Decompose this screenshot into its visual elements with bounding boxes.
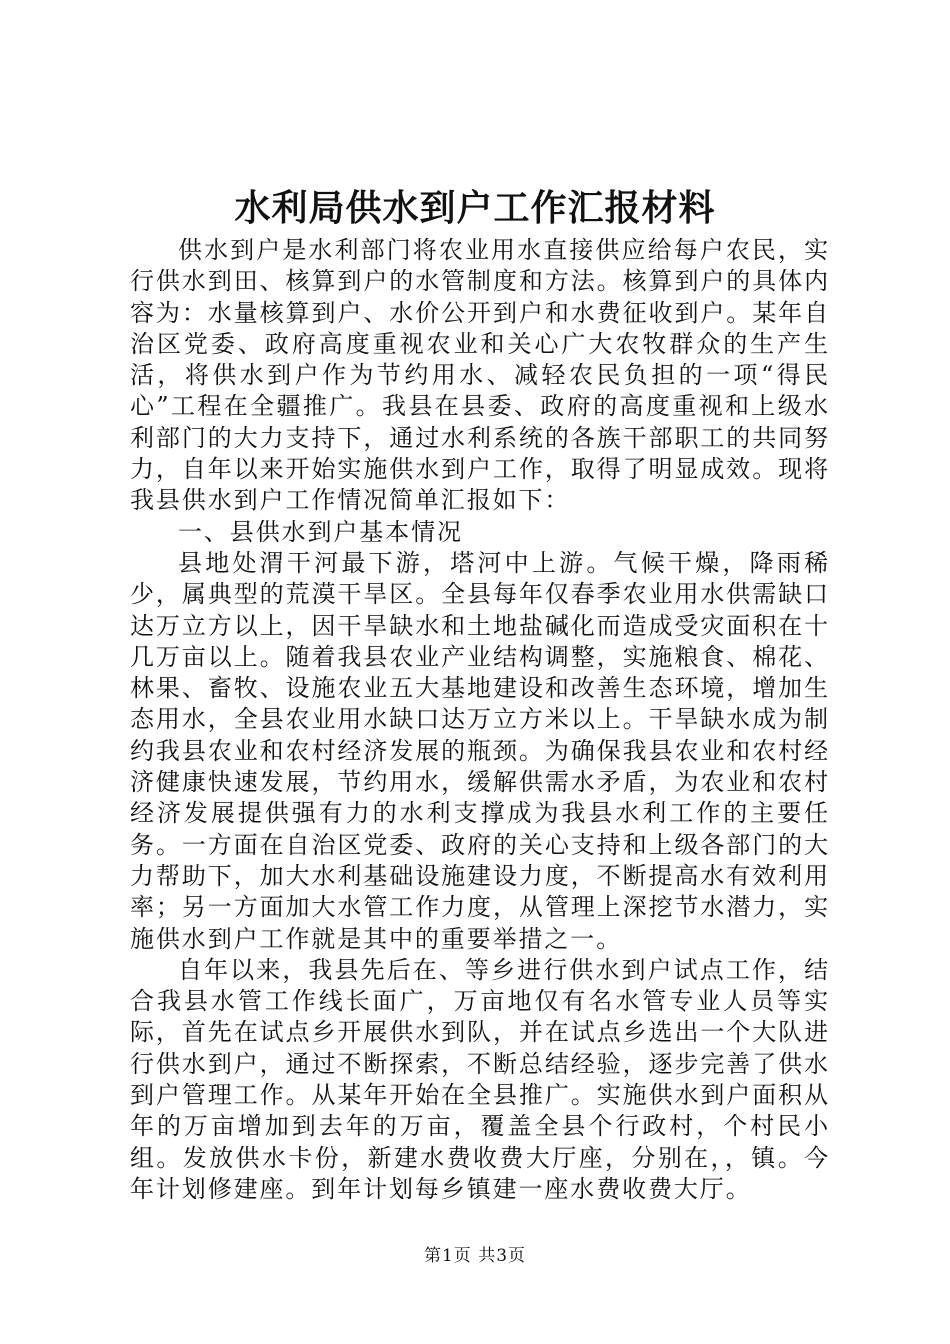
document-title: 水利局供水到户工作汇报材料 xyxy=(234,188,716,229)
section-heading: 一、县供水到户基本情况 xyxy=(178,517,463,546)
page-number: 第1页 共3页 xyxy=(423,1246,527,1266)
paragraph-progress: 自年以来，我县先后在、等乡进行供水到户试点工作，结合我县水管工作线长面广，万亩地仅有名水管专业人员等实际，首先在试点乡开展供水到队，并在试点乡选出一个大队进行供水到户，通过不断探索，不断总结经验，逐步完善了供水到户管理工作。从某年开始在全县推广。实施供水到户面积从年的万亩增加到去年的万亩，覆盖全县个行政村，个村民小组。发放供水卡份，新建水费收费大厅座，分别在，，镇。今年计划修建座。到年计划每乡镇建一座水费收费大厅。 xyxy=(130,955,830,1203)
document-body xyxy=(130,235,830,1205)
paragraph-intro: 供水到户是水利部门将农业用水直接供应给每户农民，实行供水到田、核算到户的水管制度和方法。核算到户的具体内容为：水量核算到户、水价公开到户和水费征收到户。某年自治区党委、政府高度重视农业和关心广大农牧群众的生产生活，将供水到户作为节约用水、减轻农民负担的一项“得民心”工程在全疆推广。我县在县委、政府的高度重视和上级水利部门的大力支持下，通过水利系统的各族干部职工的共同努力，自年以来开始实施供水到户工作，取得了明显成效。现将我县供水到户工作情况简单汇报如下： xyxy=(130,236,830,515)
paragraph-background: 县地处渭干河最下游，塔河中上游。气候干燥，降雨稀少，属典型的荒漠干旱区。全县每年仅春季农业用水供需缺口达万立方以上，因干旱缺水和土地盐碱化而造成受灾面积在十几万亩以上。随着我县农业产业结构调整，实施粮食、棉花、林果、畜牧、设施农业五大基地建设和改善生态环境，增加生态用水，全县农业用水缺口达万立方米以上。干旱缺水成为制约我县农业和农村经济发展的瓶颈。为确保我县农业和农村经济健康快速发展，节约用水，缓解供需水矛盾，为农业和农村经济发展提供强有力的水利支撑成为我县水利工作的主要任务。一方面在自治区党委、政府的关心支持和上级各部门的大力帮助下，加大水利基础设施建设力度，不断提高水有效利用率；另一方面加大水管工作力度，从管理上深挖节水潜力，实施供水到户工作就是其中的重要举措之一。 xyxy=(130,548,830,953)
